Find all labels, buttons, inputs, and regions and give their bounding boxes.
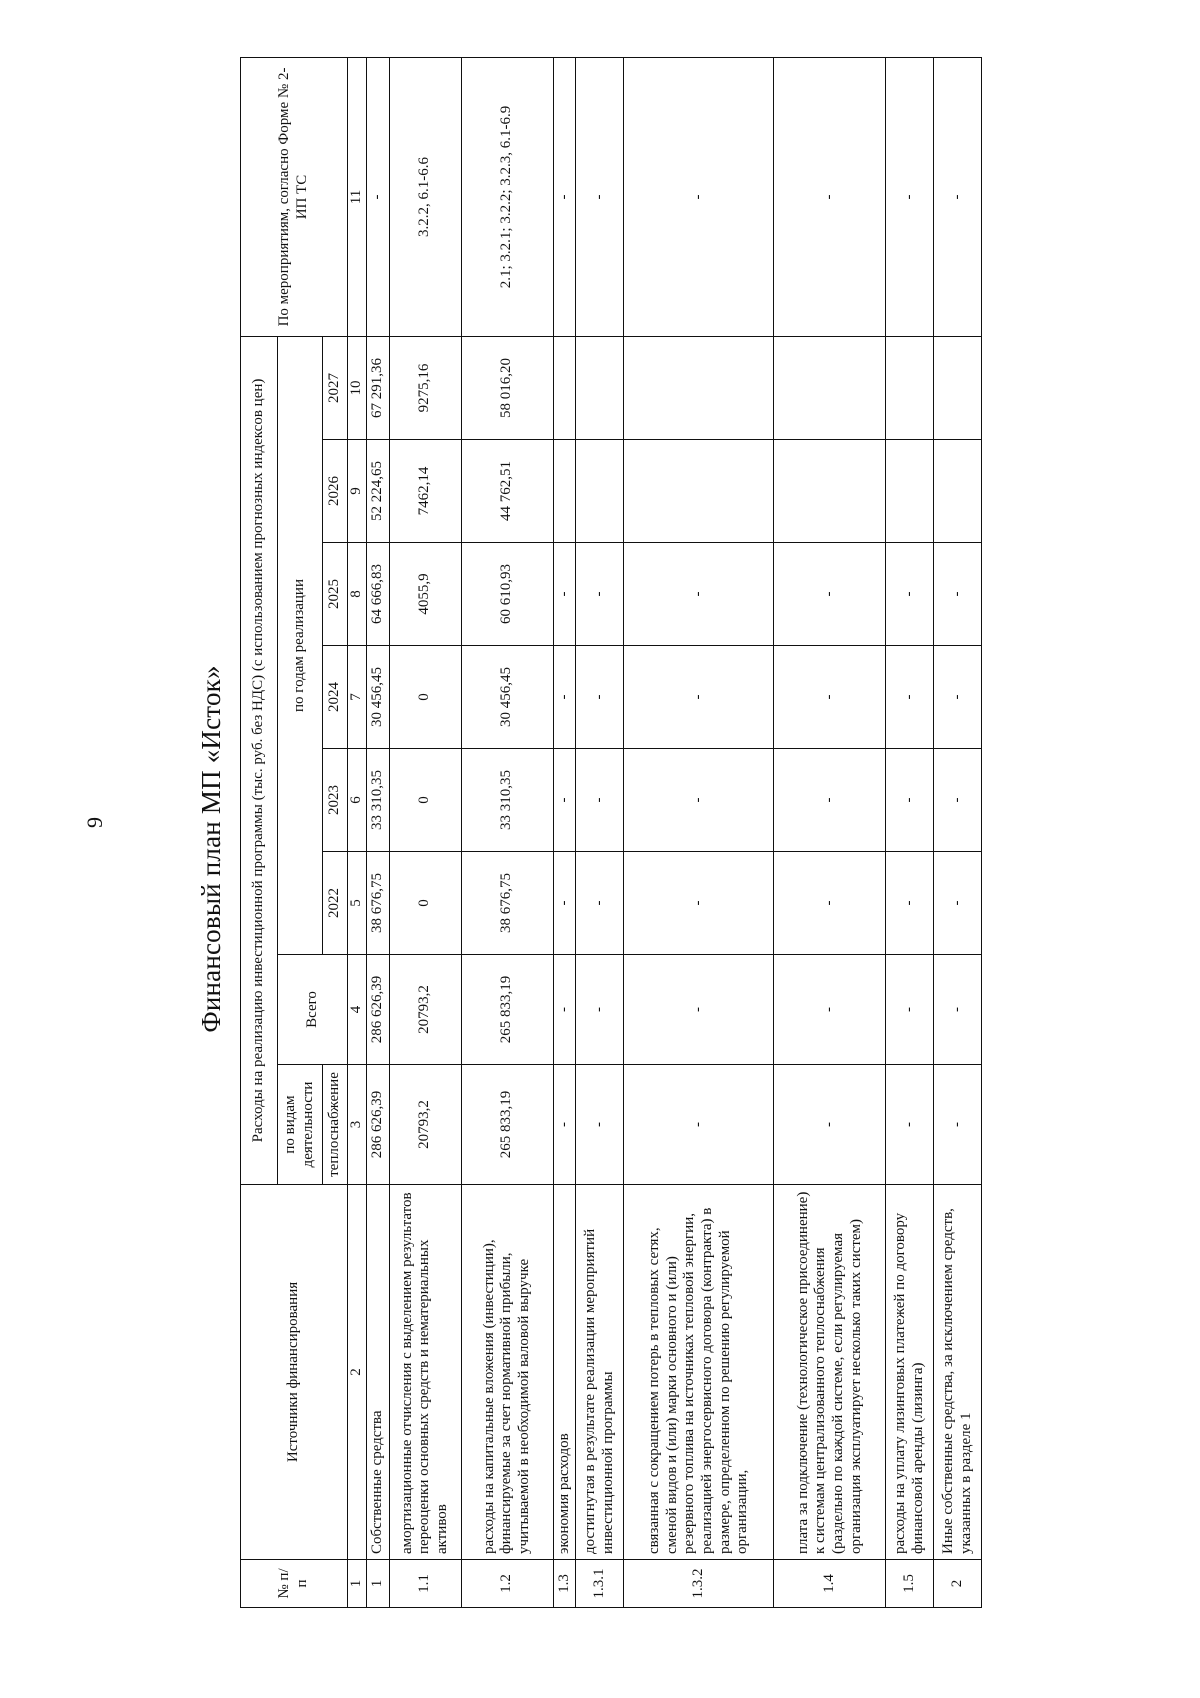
- row-num: 1.5: [886, 1560, 934, 1608]
- column-number: 2: [348, 1185, 367, 1560]
- header-by-years: по годам реализации: [278, 336, 323, 954]
- row-year-value: [886, 440, 934, 543]
- row-measures: -: [934, 57, 982, 336]
- table-row: [367, 57, 390, 1607]
- row-year-value: -: [576, 749, 624, 852]
- row-heat: -: [886, 1065, 934, 1185]
- row-measures: -: [576, 57, 624, 336]
- table-row: [774, 57, 886, 1607]
- column-number: 7: [348, 646, 367, 749]
- row-year-value: 44 762,51: [461, 440, 553, 543]
- row-year-value: 0: [389, 852, 461, 955]
- column-number: 10: [348, 336, 367, 439]
- column-number: 1: [348, 1560, 367, 1608]
- row-year-value: -: [624, 749, 774, 852]
- row-name: достигнутая в результате реализации мероприятий инвестиционной программы: [576, 1185, 624, 1560]
- header-num: № п/п: [241, 1560, 348, 1608]
- financial-plan-table: [240, 57, 982, 1608]
- row-name: Иные собственные средства, за исключением средств, указанных в разделе 1: [934, 1185, 982, 1560]
- row-year-value: 0: [389, 749, 461, 852]
- row-year-value: [774, 440, 886, 543]
- row-total: -: [553, 955, 576, 1065]
- header-year: 2025: [323, 543, 348, 646]
- row-name: расходы на капитальные вложения (инвестиции), финансируемые за счет нормативной прибыли, учитываемой в необходимой валовой выручке: [461, 1185, 553, 1560]
- row-measures: -: [774, 57, 886, 336]
- row-year-value: [553, 440, 576, 543]
- row-year-value: 60 610,93: [461, 543, 553, 646]
- column-number: 4: [348, 955, 367, 1065]
- row-heat: 265 833,19: [461, 1065, 553, 1185]
- row-year-value: [934, 440, 982, 543]
- row-year-value: 38 676,75: [461, 852, 553, 955]
- row-name: плата за подключение (технологическое присоединение) к системам централизованного теплоснабжения (раздельно по каждой системе, если регулируемая организация эксплуатирует несколько таких систем): [774, 1185, 886, 1560]
- table-body: [367, 57, 982, 1607]
- row-year-value: 0: [389, 646, 461, 749]
- table-row: [624, 57, 774, 1607]
- row-year-value: -: [576, 852, 624, 955]
- row-heat: 20793,2: [389, 1065, 461, 1185]
- header-total: Всего: [278, 955, 348, 1065]
- table-header: [241, 57, 367, 1607]
- column-number: 11: [348, 57, 367, 336]
- row-num: 1.3: [553, 1560, 576, 1608]
- header-measures: По мероприятиям, согласно Форме № 2-ИП ТС: [241, 57, 348, 336]
- row-year-value: -: [934, 543, 982, 646]
- row-year-value: 7462,14: [389, 440, 461, 543]
- row-year-value: 52 224,65: [367, 440, 390, 543]
- row-year-value: -: [886, 646, 934, 749]
- page-number: 9: [82, 817, 107, 828]
- row-heat: 286 626,39: [367, 1065, 390, 1185]
- row-name: связанная с сокращением потерь в тепловых сетях, сменой видов и (или) марки основного и (или) резервного топлива на источниках тепловой энергии, реализацией энергосервисного договора (контракта) в размере, определенном по решению регулируемой организации,: [624, 1185, 774, 1560]
- row-year-value: 58 016,20: [461, 336, 553, 439]
- table-row: [553, 57, 576, 1607]
- row-num: 1.4: [774, 1560, 886, 1608]
- row-year-value: -: [624, 852, 774, 955]
- header-heat: теплоснабжение: [323, 1065, 348, 1185]
- row-total: 20793,2: [389, 955, 461, 1065]
- row-year-value: -: [774, 543, 886, 646]
- row-year-value: 33 310,35: [367, 749, 390, 852]
- header-year: 2024: [323, 646, 348, 749]
- row-year-value: -: [553, 749, 576, 852]
- table-row: [576, 57, 624, 1607]
- row-total: -: [774, 955, 886, 1065]
- row-heat: -: [576, 1065, 624, 1185]
- header-expenses: Расходы на реализацию инвестиционной программы (тыс. руб. без НДС) (с использованием прогнозных индексов цен): [241, 336, 278, 1184]
- table-row: [389, 57, 461, 1607]
- row-total: -: [886, 955, 934, 1065]
- row-heat: -: [553, 1065, 576, 1185]
- row-year-value: -: [934, 749, 982, 852]
- row-year-value: -: [624, 646, 774, 749]
- row-total: 286 626,39: [367, 955, 390, 1065]
- row-year-value: -: [886, 852, 934, 955]
- column-number: 3: [348, 1065, 367, 1185]
- row-name: амортизационные отчисления с выделением результатов переоценки основных средств и нематериальных активов: [389, 1185, 461, 1560]
- row-year-value: [886, 336, 934, 439]
- row-year-value: 30 456,45: [367, 646, 390, 749]
- row-year-value: 33 310,35: [461, 749, 553, 852]
- row-year-value: [553, 336, 576, 439]
- header-year: 2023: [323, 749, 348, 852]
- row-year-value: -: [624, 543, 774, 646]
- table-row: [461, 57, 553, 1607]
- row-year-value: -: [886, 543, 934, 646]
- header-source: Источники финансирования: [241, 1185, 348, 1560]
- header-year: 2027: [323, 336, 348, 439]
- row-heat: -: [624, 1065, 774, 1185]
- row-name: Собственные средства: [367, 1185, 390, 1560]
- row-num: 2: [934, 1560, 982, 1608]
- row-year-value: [624, 336, 774, 439]
- row-year-value: -: [553, 852, 576, 955]
- row-total: -: [934, 955, 982, 1065]
- row-measures: -: [886, 57, 934, 336]
- row-num: 1.1: [389, 1560, 461, 1608]
- row-year-value: -: [886, 749, 934, 852]
- row-year-value: [576, 336, 624, 439]
- table-row: [934, 57, 982, 1607]
- row-measures: 2.1; 3.2.1; 3.2.2; 3.2.3, 6.1-6.9: [461, 57, 553, 336]
- row-heat: -: [934, 1065, 982, 1185]
- column-number: 8: [348, 543, 367, 646]
- row-year-value: -: [576, 646, 624, 749]
- row-year-value: [576, 440, 624, 543]
- row-year-value: -: [774, 852, 886, 955]
- row-year-value: 9275,16: [389, 336, 461, 439]
- header-year: 2026: [323, 440, 348, 543]
- column-number: 6: [348, 749, 367, 852]
- row-year-value: 38 676,75: [367, 852, 390, 955]
- column-number-row: [348, 57, 367, 1607]
- row-year-value: -: [553, 543, 576, 646]
- column-number: 5: [348, 852, 367, 955]
- row-total: 265 833,19: [461, 955, 553, 1065]
- row-year-value: -: [774, 749, 886, 852]
- row-measures: -: [553, 57, 576, 336]
- row-year-value: 30 456,45: [461, 646, 553, 749]
- row-total: -: [576, 955, 624, 1065]
- row-year-value: 4055,9: [389, 543, 461, 646]
- row-year-value: 67 291,36: [367, 336, 390, 439]
- row-num: 1.3.1: [576, 1560, 624, 1608]
- header-year: 2022: [323, 852, 348, 955]
- row-year-value: [774, 336, 886, 439]
- row-heat: -: [774, 1065, 886, 1185]
- row-num: 1.2: [461, 1560, 553, 1608]
- row-measures: 3.2.2, 6.1-6.6: [389, 57, 461, 336]
- row-measures: -: [367, 57, 390, 336]
- page-title: Финансовый план МП «Исток»: [196, 665, 226, 1033]
- row-year-value: -: [934, 646, 982, 749]
- row-total: -: [624, 955, 774, 1065]
- row-year-value: -: [553, 646, 576, 749]
- row-year-value: -: [774, 646, 886, 749]
- row-num: 1: [367, 1560, 390, 1608]
- row-year-value: -: [576, 543, 624, 646]
- row-year-value: 64 666,83: [367, 543, 390, 646]
- row-num: 1.3.2: [624, 1560, 774, 1608]
- table-row: [886, 57, 934, 1607]
- row-name: экономия расходов: [553, 1185, 576, 1560]
- row-year-value: [934, 336, 982, 439]
- column-number: 9: [348, 440, 367, 543]
- header-by-activity: по видам деятельности: [278, 1065, 323, 1185]
- row-year-value: [624, 440, 774, 543]
- row-name: расходы на уплату лизинговых платежей по договору финансовой аренды (лизинга): [886, 1185, 934, 1560]
- row-year-value: -: [934, 852, 982, 955]
- row-measures: -: [624, 57, 774, 336]
